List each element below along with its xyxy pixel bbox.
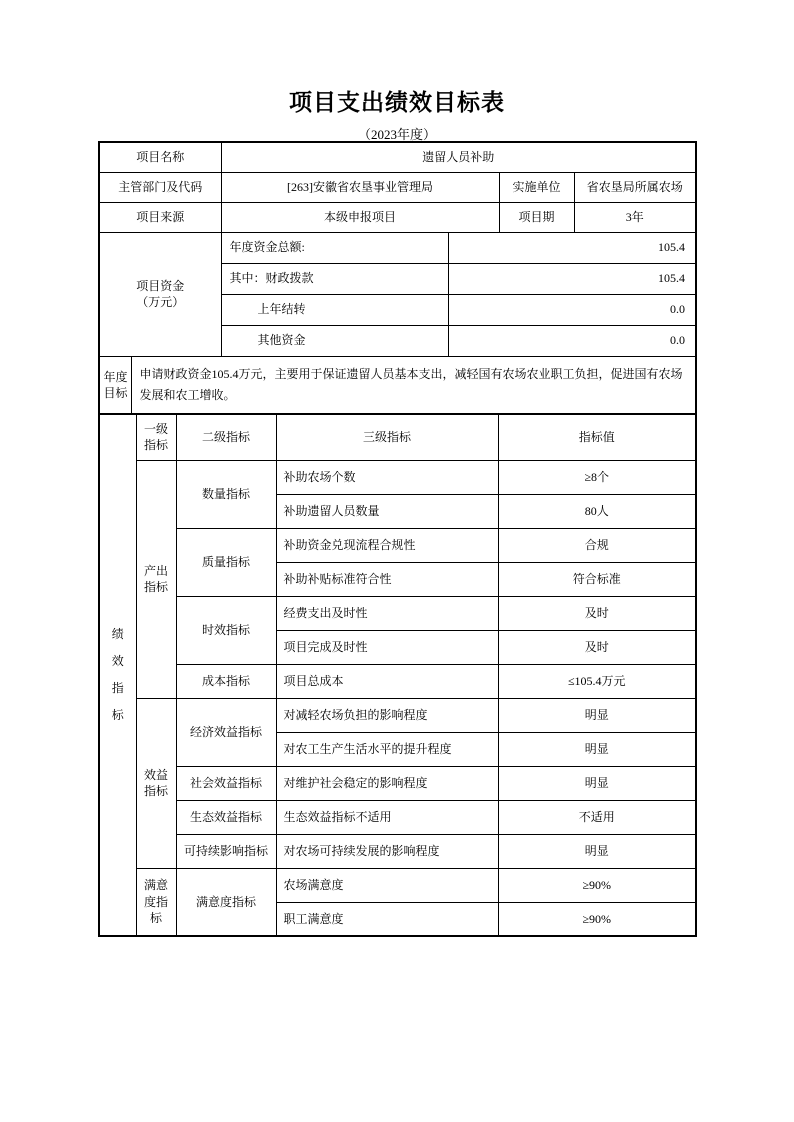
l1-satisfaction-cell: 满意度指标 — [136, 868, 176, 936]
funding-total-label: 年度资金总额: — [221, 232, 448, 263]
table-row — [99, 142, 696, 172]
indicator-l3-cell: 补助遗留人员数量 — [276, 494, 498, 528]
report-year-subtitle: （2023年度） — [357, 127, 436, 142]
l2-satisfaction-cell: 满意度指标 — [176, 868, 276, 936]
indicator-l3-cell: 项目总成本 — [276, 664, 498, 698]
indicator-value-cell: 明显 — [498, 698, 696, 732]
funding-other-label: 其他资金 — [221, 325, 448, 356]
indicator-value-cell: 及时 — [498, 596, 696, 630]
header-l2: 二级指标 — [176, 414, 276, 460]
indicator-row — [99, 698, 696, 732]
indicator-value-cell: 明显 — [498, 766, 696, 800]
funding-label-line2: （万元） — [136, 295, 185, 309]
indicator-value-cell: ≤105.4万元 — [498, 664, 696, 698]
funding-fiscal-label: 其中：财政拨款 — [221, 263, 448, 294]
indicator-l3-cell: 经费支出及时性 — [276, 596, 498, 630]
funding-carryover-value: 0.0 — [448, 294, 696, 325]
l2-sustainability-cell: 可持续影响指标 — [176, 834, 276, 868]
indicator-value-cell: 符合标准 — [498, 562, 696, 596]
indicator-row — [99, 800, 696, 834]
l2-quality-cell: 质量指标 — [176, 528, 276, 596]
l2-ecological-cell: 生态效益指标 — [176, 800, 276, 834]
indicator-value-cell: 明显 — [498, 732, 696, 766]
l2-economic-cell: 经济效益指标 — [176, 698, 276, 766]
indicator-row — [99, 868, 696, 902]
table-row — [99, 172, 696, 202]
funding-label — [99, 232, 221, 356]
l2-timeliness-cell: 时效指标 — [176, 596, 276, 664]
indicator-row — [99, 664, 696, 698]
funding-fiscal-value: 105.4 — [448, 263, 696, 294]
project-source-value: 本级申报项目 — [221, 202, 499, 232]
indicator-l3-cell: 职工满意度 — [276, 902, 498, 936]
impl-unit-value: 省农垦局所属农场 — [574, 172, 696, 202]
funding-carryover-label: 上年结转 — [221, 294, 448, 325]
project-period-label: 项目期 — [499, 202, 574, 232]
indicator-table — [98, 413, 697, 937]
indicator-row — [99, 460, 696, 494]
header-l1: 一级指标 — [136, 414, 176, 460]
header-l3: 三级指标 — [276, 414, 498, 460]
l2-social-cell: 社会效益指标 — [176, 766, 276, 800]
indicator-row — [99, 766, 696, 800]
indicator-l3-cell: 对农工生产生活水平的提升程度 — [276, 732, 498, 766]
performance-target-table — [98, 141, 695, 937]
indicator-value-cell: 明显 — [498, 834, 696, 868]
indicator-l3-cell: 生态效益指标不适用 — [276, 800, 498, 834]
indicator-value-cell: ≥90% — [498, 902, 696, 936]
project-name-value: 遗留人员补助 — [221, 142, 696, 172]
indicator-row — [99, 834, 696, 868]
funding-other-value: 0.0 — [448, 325, 696, 356]
indicator-l3-cell: 项目完成及时性 — [276, 630, 498, 664]
annual-goal-label: 年度目标 — [99, 356, 131, 414]
impl-unit-label: 实施单位 — [499, 172, 574, 202]
indicator-row — [99, 528, 696, 562]
project-info-table — [98, 141, 697, 415]
l2-quantity-cell: 数量指标 — [176, 460, 276, 528]
indicator-l3-cell: 补助农场个数 — [276, 460, 498, 494]
indicator-l3-cell: 补助资金兑现流程合规性 — [276, 528, 498, 562]
indicator-l3-cell: 农场满意度 — [276, 868, 498, 902]
header-value: 指标值 — [498, 414, 696, 460]
annual-goal-text: 申请财政资金105.4万元，主要用于保证遗留人员基本支出，减轻国有农场农业职工负担，促进国有农场发展和农工增收。 — [131, 356, 696, 414]
funding-label-line1: 项目资金 — [136, 278, 185, 293]
l1-benefit-cell: 效益指标 — [136, 698, 176, 868]
indicator-l3-cell: 对减轻农场负担的影响程度 — [276, 698, 498, 732]
indicator-l3-cell: 对维护社会稳定的影响程度 — [276, 766, 498, 800]
l1-output-cell: 产出指标 — [136, 460, 176, 698]
table-row — [99, 356, 696, 414]
indicator-l3-cell: 补助补贴标准符合性 — [276, 562, 498, 596]
indicator-value-cell: ≥8个 — [498, 460, 696, 494]
table-row — [99, 232, 696, 263]
table-row — [99, 202, 696, 232]
indicator-value-cell: 合规 — [498, 528, 696, 562]
indicator-header-row — [99, 414, 696, 460]
indicator-value-cell: 80人 — [498, 494, 696, 528]
indicator-value-cell: 及时 — [498, 630, 696, 664]
l2-cost-cell: 成本指标 — [176, 664, 276, 698]
dept-code-value: [263]安徽省农垦事业管理局 — [221, 172, 499, 202]
page-title: 项目支出绩效目标表 — [289, 90, 505, 115]
side-label: 绩效指标 — [111, 627, 124, 722]
side-label-cell — [99, 414, 136, 936]
project-period-value: 3年 — [574, 202, 696, 232]
funding-total-value: 105.4 — [448, 232, 696, 263]
indicator-row — [99, 596, 696, 630]
dept-code-label: 主管部门及代码 — [99, 172, 221, 202]
indicator-value-cell: ≥90% — [498, 868, 696, 902]
indicator-value-cell: 不适用 — [498, 800, 696, 834]
project-source-label: 项目来源 — [99, 202, 221, 232]
project-name-label: 项目名称 — [99, 142, 221, 172]
indicator-l3-cell: 对农场可持续发展的影响程度 — [276, 834, 498, 868]
